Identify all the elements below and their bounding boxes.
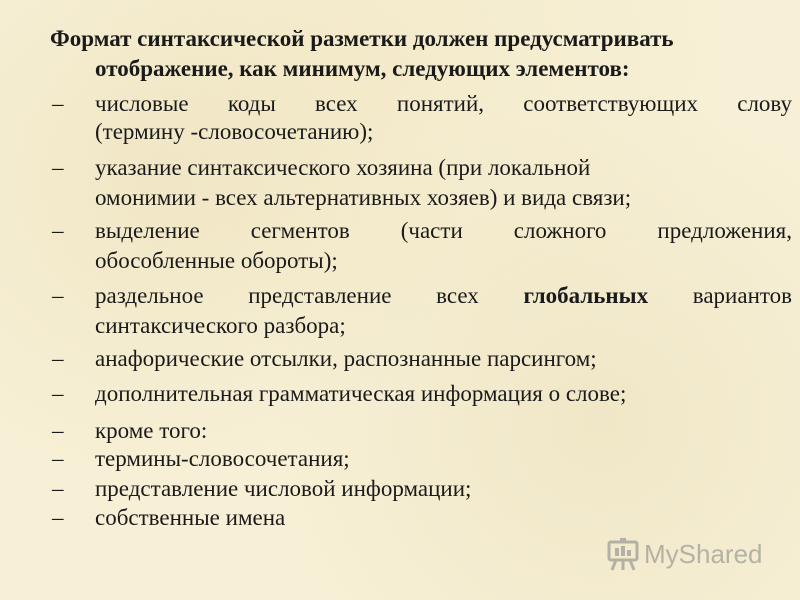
bullet-dash: – [52, 381, 64, 406]
bullet-dash: – [52, 91, 64, 116]
bullet-dash: – [52, 446, 64, 471]
item-line-1: выделение сегментов (части сложного предложения, [95, 218, 792, 243]
bullet-dash: – [52, 218, 64, 243]
item-line-1: указание синтаксического хозяина (при локальной [95, 155, 591, 180]
item-text-bold: глобальных [523, 283, 649, 308]
slide-heading [50, 24, 795, 84]
item-line-2: (термину -словосочетанию); [95, 119, 374, 144]
bullet-dash: – [52, 346, 64, 371]
item-line-1: термины-словосочетания; [95, 446, 350, 471]
item-line-1: представление числовой информации; [95, 476, 472, 501]
bullet-dash: – [52, 505, 64, 530]
item-line-2: омонимии - всех альтернативных хозяев) и вида связи; [95, 185, 632, 210]
item-text-part: раздельное представление всех [95, 283, 524, 308]
item-text-part: вариантов [648, 283, 792, 308]
item-line-2: обособленные обороты); [95, 248, 338, 273]
item-line-2: синтаксического разбора; [95, 313, 346, 338]
item-line-1 [95, 280, 792, 311]
item-line-1: числовые коды всех понятий, соответствующих слову [95, 91, 792, 116]
bullet-dash: – [52, 283, 64, 308]
bullet-dash: – [52, 476, 64, 501]
heading-line-1: Формат синтаксической разметки должен предусматривать [50, 26, 674, 51]
heading-line-2: отображение, как минимум, следующих элементов: [95, 56, 630, 81]
item-line-1: собственные имена [95, 505, 286, 530]
item-line-1: анафорические отсылки, распознанные парсингом; [95, 346, 597, 371]
presentation-board-icon [606, 537, 640, 571]
bullet-dash: – [52, 418, 64, 443]
item-line-1: дополнительная грамматическая информация о слове; [95, 381, 627, 406]
myshared-logo[interactable] [606, 537, 763, 571]
logo-text: MyShared [644, 538, 763, 569]
bullet-dash: – [52, 155, 64, 180]
item-line-1: кроме того: [95, 418, 208, 443]
